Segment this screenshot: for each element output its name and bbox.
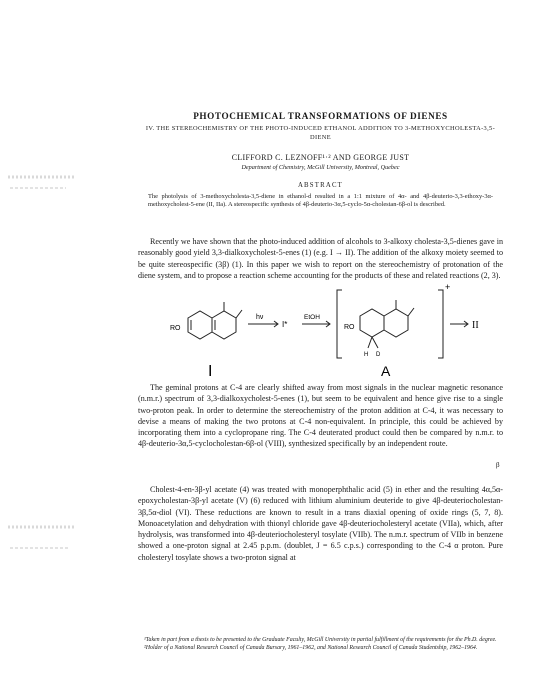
product-label: II [472,320,479,331]
footnotes [138,637,503,653]
margin-scan-mark [6,518,76,536]
reaction-scheme [138,278,503,378]
paper-title: PHOTOCHEMICAL TRANSFORMATIONS OF DIENES [193,111,448,121]
substituent-label: RO [344,324,355,331]
hydrogen-label: H [364,352,369,358]
substituent-label: RO [170,325,181,332]
body-paragraph: The geminal protons at C-4 are clearly shifted away from most signals in the nuclear magnetic resonance (n.m.r.) spectrum of 3,3-dialkoxycholest-5-enes (1), but seem to be equivalent and hence give rise to a single two-proton peak. In order to determine the stereochemistry of the proton addition at C-4, it was necessary to devise a means of making the two protons at C-4 non-equivalent. In principle, this could be achieved by incorporating them into a cyclopropane ring. The C-4 deuterated product could then be compared by n.m.r. to 4β-deuterio-3α,5-cyclocholestan-6β-ol (VIII), synthesized specifically by an independent route. [138,383,503,449]
abstract-text: The photolysis of 3-methoxycholesta-3,5-diene in ethanol-d resulted in a 1:1 mixture of 4α- and 4β-deuterio-3,3-ethoxy-3α-methoxycholest-5-ene (II, IIa). A stereospecific synthesis of 4β-deuterio-3α,5-cyclo-5α-cholestan-6β-ol is described. [148,193,493,209]
diene-structure-I [188,302,242,339]
arrow2-label: EtOH [304,314,320,321]
excited-state-label: I* [282,320,288,329]
footnote: ²Holder of a National Research Council of Canada Bursary, 1961–1962, and National Research Council of Canada Studentship, 1962–1964. [144,644,478,651]
compound-label-A: A [381,363,391,378]
margin-scan-mark [6,540,76,558]
charge-label: + [445,282,451,292]
margin-scan-mark [6,180,76,198]
paper-affiliation: Department of Chemistry, McGill University, Montreal, Quebec [241,164,400,171]
body-paragraph: Recently we have shown that the photo-induced addition of alcohols to 3-alkoxy cholesta-3,5-dienes gave in reasonably good yield 3,3-dialkoxycholest-5-enes (1) (e.g. I → II). The addition of the alkoxy moiety seemed to be quite stereospecific (3β) (1). In this paper we wish to report on the stereochemistry of protonation of the diene system, and to propose a reaction scheme accounting for the products of these and related reactions (2, 3). [138,237,503,280]
page-mark: β [496,461,500,469]
footnote: ¹Taken in part from a thesis to be presented to the Graduate Faculty, McGill University in partial fulfillment of the requirements for the Ph.D. degree. [144,637,497,643]
deuterium-label: D [376,352,381,358]
compound-label-I: I [208,363,213,378]
arrow1-label: hν [256,314,264,321]
body-paragraph: Cholest-4-en-3β-yl acetate (4) was treated with monoperphthalic acid (5) in ether and the resulting 4α,5α-epoxycholestan-3β-yl acetate (V) (6) reduced with lithium aluminium deuteride to give 4β-deuteriocholestan-3β,5α-diol (VI). These reductions are known to result in a trans diaxial opening of oxide rings (5, 7, 8). Monoacetylation and dehydration with thionyl chloride gave 4β-deuteriocholesteryl acetate (VIIa), which, after hydrolysis, was transformed into 4β-deuteriocholesteryl tosylate (VIIb). The n.m.r. spectrum of VIIb in benzene showed a one-proton signal at 2.45 p.p.m. (doublet, J = 6.5 c.p.s.) corresponding to the C-4 α proton. Pure cholesteryl tosylate shows a two-proton signal at [138,485,503,562]
paper-authors: CLIFFORD C. LEZNOFF¹·² AND GEORGE JUST [231,153,410,162]
intermediate-structure-A [360,300,414,348]
paper-subtitle: IV. THE STEREOCHEMISTRY OF THE PHOTO-INDUCED ETHANOL ADDITION TO 3-METHOXYCHOLESTA-3,5-DIENE [145,125,496,141]
abstract-heading: ABSTRACT [297,182,344,189]
